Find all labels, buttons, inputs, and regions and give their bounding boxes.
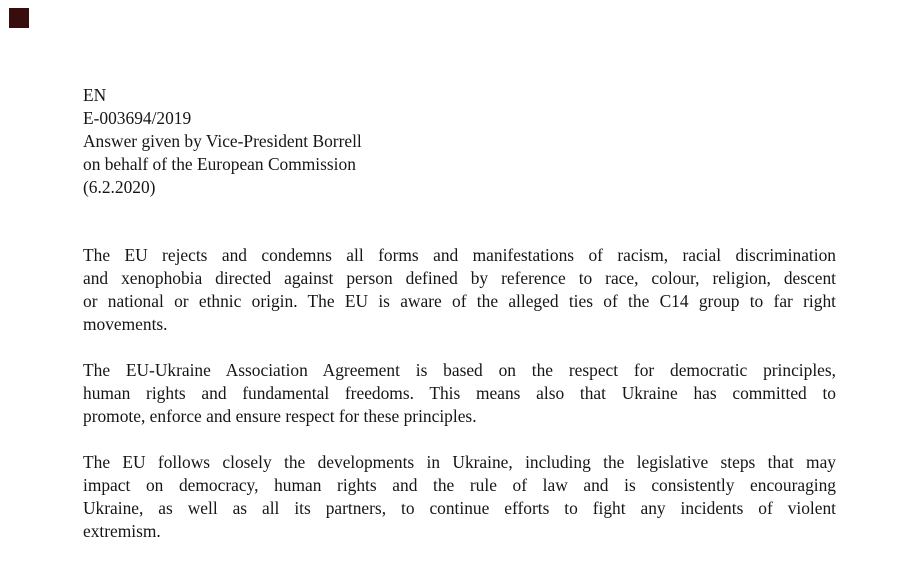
text-line: human rights and fundamental freedoms. This means also that Ukraine has committed to <box>83 383 836 403</box>
text-line: The EU follows closely the developments in Ukraine, including the legislative steps that may <box>83 452 836 472</box>
text-line: or national or ethnic origin. The EU is aware of the alleged ties of the C14 group to far right <box>83 291 836 311</box>
header-language: EN <box>83 85 107 105</box>
header-reference-number: E-003694/2019 <box>83 108 192 128</box>
paragraph-eu-follows-developments <box>83 451 836 543</box>
header-answer-line: Answer given by Vice-President Borrell <box>83 131 362 151</box>
header-behalf-line: on behalf of the European Commission <box>83 154 356 174</box>
text-line: impact on democracy, human rights and the rule of law and is consistently encouraging <box>83 475 836 495</box>
header-date: (6.2.2020) <box>83 177 156 197</box>
paragraph-association-agreement <box>83 359 836 428</box>
text-line: movements. <box>83 314 168 334</box>
corner-mark <box>9 8 29 28</box>
document-header <box>83 84 362 199</box>
text-line: and xenophobia directed against person defined by reference to race, colour, religion, descent <box>83 268 836 288</box>
text-line: Ukraine, as well as all its partners, to continue efforts to fight any incidents of violent <box>83 498 836 518</box>
text-line: The EU-Ukraine Association Agreement is based on the respect for democratic principles, <box>83 360 836 380</box>
text-line: promote, enforce and ensure respect for these principles. <box>83 406 477 426</box>
paragraph-racism-statement <box>83 244 836 336</box>
text-line: The EU rejects and condemns all forms and manifestations of racism, racial discrimination <box>83 245 836 265</box>
text-line: extremism. <box>83 521 161 541</box>
